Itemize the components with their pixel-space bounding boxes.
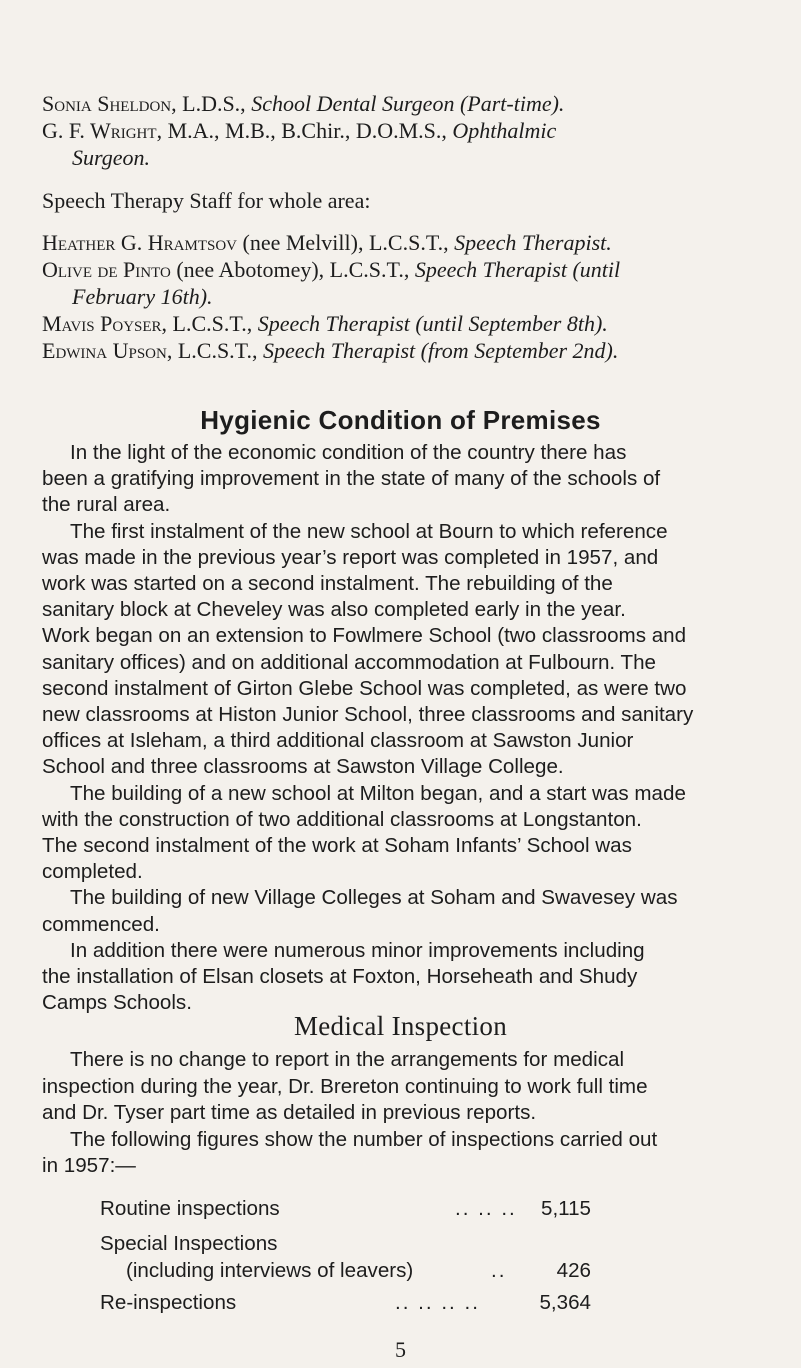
staff-role: Speech Therapist (until [414, 257, 621, 282]
body-text-line: The following figures show the number of inspections carried out [70, 1127, 658, 1151]
body-text-line: second instalment of Girton Glebe School was completed, as were two [42, 676, 687, 700]
staff-entry-pinto [42, 256, 620, 283]
body-text-line: the rural area. [42, 493, 171, 517]
staff-role: Speech Therapist (until September 8th). [257, 311, 608, 336]
table-row-value: 5,115 [540, 1197, 591, 1220]
body-text-line: inspection during the year, Dr. Brereton continuing to work full time [42, 1074, 648, 1098]
speech-therapy-intro: Speech Therapy Staff for whole area: [42, 188, 371, 213]
staff-entry-upson [42, 337, 618, 364]
staff-entry-wright [42, 117, 556, 144]
body-text-line: new classrooms at Histon Junior School, three classrooms and sanitary [42, 703, 694, 726]
table-row-label-cont: (including interviews of leavers) [126, 1259, 414, 1282]
staff-name: Heather G. Hramtsov [42, 230, 238, 255]
body-text-line: There is no change to report in the arrangements for medical [70, 1048, 625, 1071]
staff-qualifications: (nee Abotomey), L.C.S.T., [170, 257, 415, 282]
staff-entry-wright-cont [72, 144, 150, 171]
staff-role: Speech Therapist (from September 2nd). [262, 338, 619, 363]
staff-role: Surgeon. [72, 145, 151, 170]
table-row-value: 5,364 [539, 1291, 591, 1314]
staff-role: School Dental Surgeon [251, 91, 455, 116]
table-row-leader: .. .. .. .. [395, 1291, 480, 1314]
page-number: 5 [395, 1337, 406, 1362]
body-text-line: commenced. [42, 912, 160, 936]
staff-note: (Part-time). [454, 91, 565, 116]
staff-name: Olive de Pinto [42, 257, 171, 282]
staff-role: Ophthalmic [452, 118, 557, 143]
body-text-line: The second instalment of the work at Soham Infants’ School was [42, 834, 632, 857]
body-text-line: with the construction of two additional classrooms at Longstanton. [42, 807, 642, 831]
body-text-line: In the light of the economic condition of the country there has [70, 441, 627, 464]
body-text-line: School and three classrooms at Sawston Village College. [42, 755, 564, 779]
staff-entry-sheldon [42, 90, 564, 117]
staff-name: Sonia Sheldon [42, 91, 172, 116]
staff-name: G. F. Wright [42, 118, 157, 143]
staff-role: February 16th). [72, 284, 213, 309]
body-text-line: been a gratifying improvement in the state of many of the schools of [42, 467, 661, 491]
staff-role: Speech Therapist. [454, 230, 612, 255]
table-row-label: Re-inspections [100, 1291, 237, 1314]
body-text-line: offices at Isleham, a third additional classroom at Sawston Junior [42, 729, 634, 753]
section-heading-hygienic: Hygienic Condition of Premises [200, 405, 601, 435]
staff-qualifications: (nee Melvill), L.C.S.T., [237, 230, 455, 255]
body-text-line: The first instalment of the new school at Bourn to which reference [70, 519, 668, 543]
body-text-line: Work began on an extension to Fowlmere School (two classrooms and [42, 624, 687, 648]
staff-entry-hramtsov [42, 229, 612, 256]
body-text-line: The building of a new school at Milton began, and a start was made [70, 781, 686, 805]
body-text-line: work was started on a second instalment. The rebuilding of the [42, 572, 613, 595]
body-text-line: sanitary offices) and on additional accommodation at Fulbourn. The [42, 650, 656, 674]
table-row-value: 426 [556, 1259, 591, 1282]
table-row-leader: .. .. .. [455, 1197, 517, 1220]
body-text-line: the installation of Elsan closets at Foxton, Horseheath and Shudy [42, 965, 638, 988]
staff-entry-poyser [42, 310, 608, 337]
staff-name: Edwina Upson [42, 338, 167, 363]
table-row-label: Routine inspections [100, 1197, 280, 1220]
staff-qualifications: , L.C.S.T., [161, 311, 258, 336]
section-heading-medical: Medical Inspection [293, 1011, 508, 1041]
body-text-line: In addition there were numerous minor improvements including [70, 938, 645, 962]
staff-qualifications: , L.D.S., [171, 91, 252, 116]
body-text-line: in 1957:— [42, 1154, 136, 1177]
table-row-label: Special Inspections [100, 1232, 278, 1255]
body-text-line: was made in the previous year’s report was completed in 1957, and [42, 545, 659, 569]
staff-qualifications: , L.C.S.T., [166, 338, 263, 363]
body-text-line: The building of new Village Colleges at Soham and Swavesey was [70, 886, 678, 910]
staff-qualifications: , M.A., M.B., B.Chir., D.O.M.S., [156, 118, 453, 143]
body-text-line: sanitary block at Cheveley was also completed early in the year. [42, 598, 626, 622]
staff-name: Mavis Poyser [42, 311, 162, 336]
body-text-line: completed. [42, 860, 143, 884]
staff-entry-pinto-cont [72, 283, 213, 310]
body-text-line: and Dr. Tyser part time as detailed in previous reports. [42, 1101, 537, 1124]
table-row-leader: .. [491, 1259, 507, 1282]
body-text-line: Camps Schools. [42, 991, 192, 1015]
